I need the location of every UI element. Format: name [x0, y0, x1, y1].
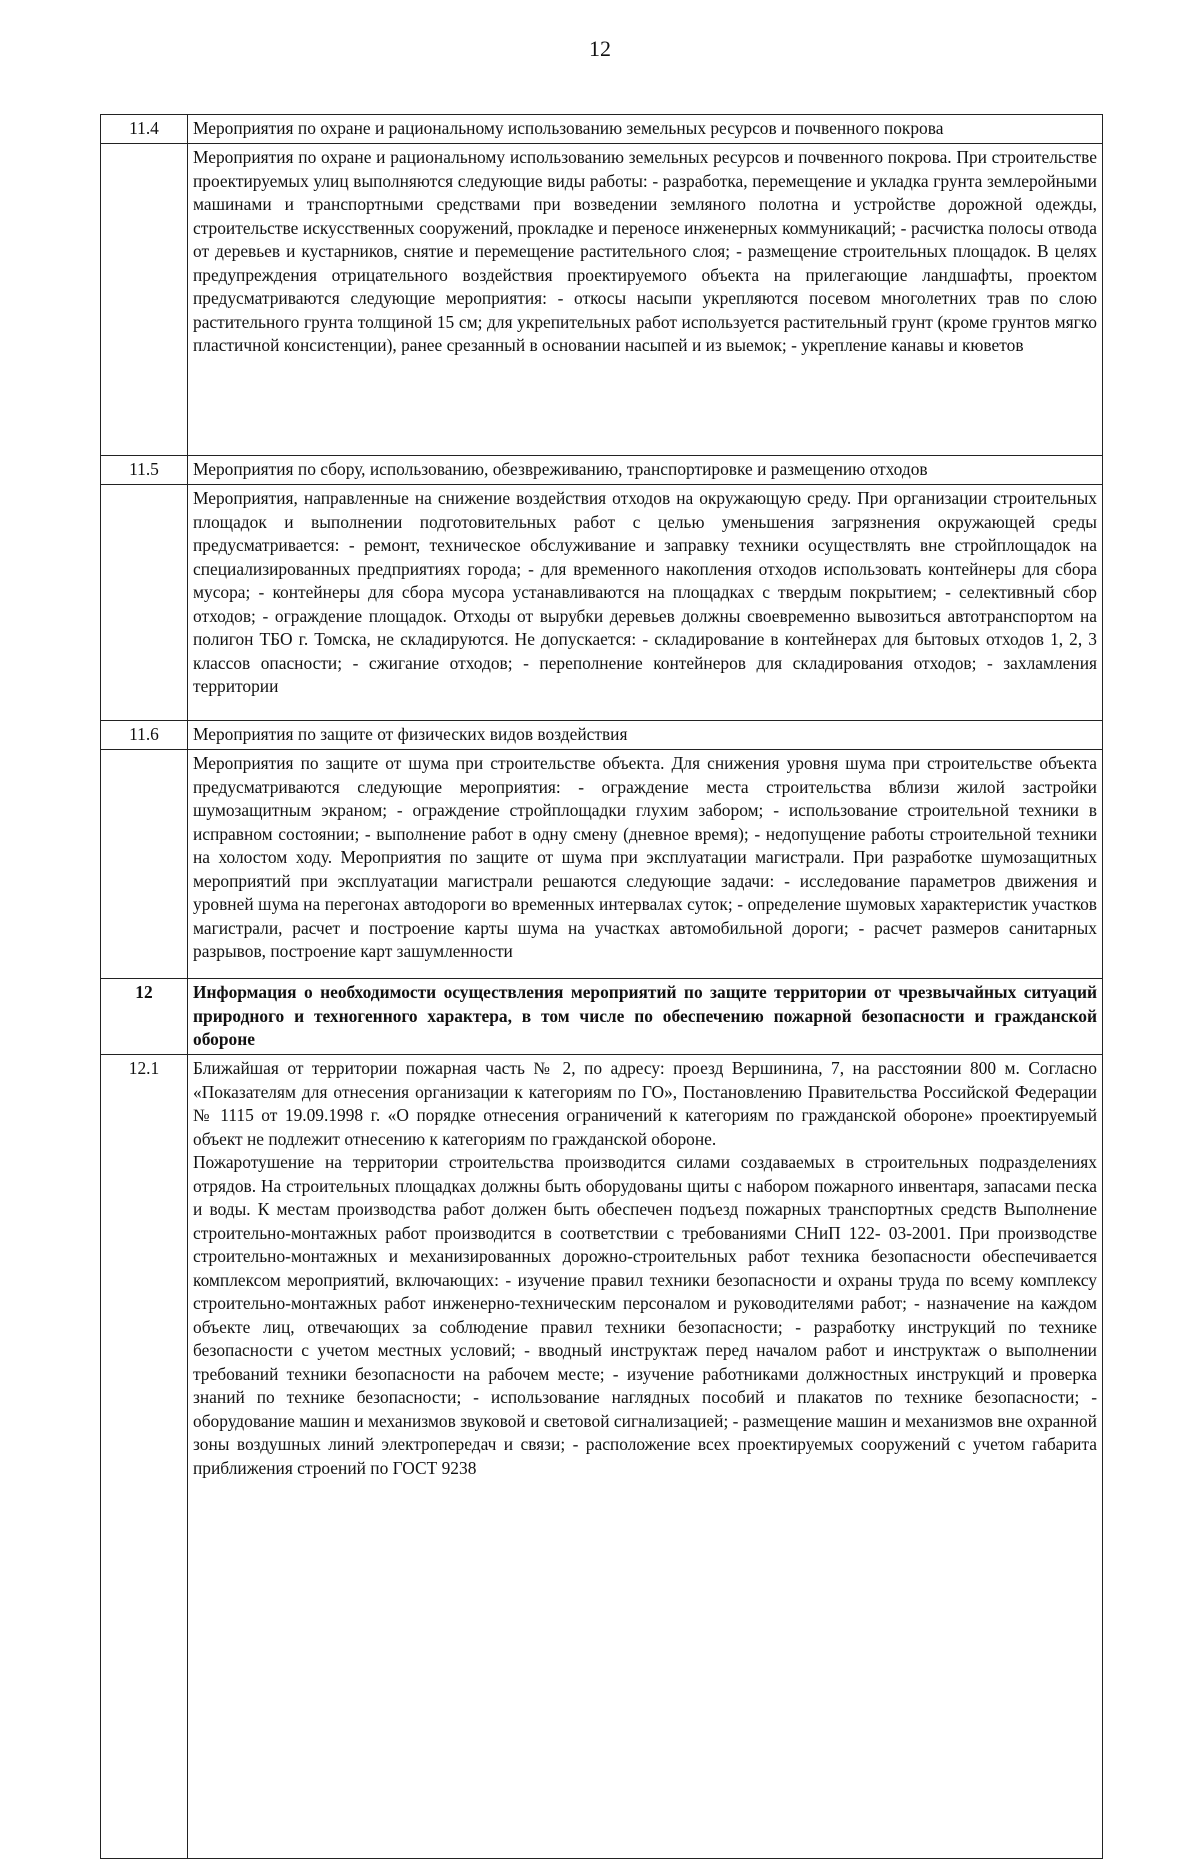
section-heading: Мероприятия по защите от физических видов воздействия: [188, 721, 1103, 750]
table-row-11-4-body: [101, 144, 1103, 456]
section-heading: Мероприятия по охране и рациональному использованию земельных ресурсов и почвенного покрова: [188, 115, 1103, 144]
section-number: 11.6: [101, 721, 188, 750]
empty-number-cell: [101, 485, 188, 721]
table-row-11-5-body: [101, 485, 1103, 721]
section-number: 11.4: [101, 115, 188, 144]
section-body: [188, 1055, 1103, 1859]
section-body: Мероприятия по охране и рациональному использованию земельных ресурсов и почвенного покрова. При строительстве проектируемых улиц выполняются следующие виды работы: - разработка, перемещение и укладка грунта землеройными машинами и транспортными средствами при возведении земляного полотна и устройстве дорожной одежды, строительстве искусственных сооружений, прокладке и переносе инженерных коммуникаций; - расчистка полосы отвода от деревьев и кустарников, снятие и перемещение растительного слоя; - размещение строительных площадок. В целях предупреждения отрицательного воздействия проектируемого объекта на прилегающие ландшафты, проектом предусматриваются следующие мероприятия: - откосы насыпи укрепляются посевом многолетних трав по слою растительного грунта толщиной 15 см; для укрепительных работ используется растительный грунт (кроме грунтов мягко пластичной консистенции), ранее срезанный в основании насыпей и из выемок; - укрепление канавы и кюветов: [188, 144, 1103, 456]
section-heading: Мероприятия по сбору, использованию, обезвреживанию, транспортировке и размещению отходов: [188, 456, 1103, 485]
section-heading: Информация о необходимости осуществления мероприятий по защите территории от чрезвычайных ситуаций природного и техногенного характера, в том числе по обеспечению пожарной безопасности и гражданской обороне: [188, 979, 1103, 1055]
empty-number-cell: [101, 144, 188, 456]
section-body: Мероприятия, направленные на снижение воздействия отходов на окружающую среду. При организации строительных площадок и выполнении подготовительных работ с целью уменьшения загрязнения окружающей среды предусматривается: - ремонт, техническое обслуживание и заправку техники осуществлять вне стройплощадок на специализированных предприятиях города; - для временного накопления отходов использовать контейнеры для сбора мусора; - контейнеры для сбора мусора устанавливаются на площадках с твердым покрытием; - селективный сбор отходов; - ограждение площадок. Отходы от вырубки деревьев должны своевременно вывозиться автотранспортом на полигон ТБО г. Томска, не складируются. Не допускается: - складирование в контейнерах для бытовых отходов 1, 2, 3 классов опасности; - сжигание отходов; - переполнение контейнеров для складирования отходов; - захламления территории: [188, 485, 1103, 721]
table-row-11-4-heading: [101, 115, 1103, 144]
paragraph-fire-station: Ближайшая от территории пожарная часть № 2, по адресу: проезд Вершинина, 7, на расстоянии 800 м. Согласно «Показателям для отнесения организации к категориям по ГО», Постановлению Правительства Российской Федерации № 1115 от 19.09.1998 г. «О порядке отнесения ограничений к категориям по гражданской обороне» проектируемый объект не подлежит отнесению к категориям по гражданской обороне.: [193, 1058, 1097, 1149]
table-row-12-1: [101, 1055, 1103, 1859]
section-body: Мероприятия по защите от шума при строительстве объекта. Для снижения уровня шума при строительстве объекта предусматриваются следующие мероприятия: - ограждение места строительства вблизи жилой застройки шумозащитным экраном; - ограждение стройплощадки глухим забором; - использование строительной техники в исправном состоянии; - выполнение работ в одну смену (дневное время); - недопущение работы строительной техники на холостом ходу. Мероприятия по защите от шума при эксплуатации магистрали. При разработке шумозащитных мероприятий при эксплуатации магистрали решаются следующие задачи: - исследование параметров движения и уровней шума на перегонах автодороги во временных интервалах суток; - определение шумовых характеристик участков магистрали, расчет и построение карты шума на участках автомобильной дороги; - расчет размеров санитарных разрывов, построение карт зашумленности: [188, 750, 1103, 979]
table-row-11-6-heading: [101, 721, 1103, 750]
table-row-11-6-body: [101, 750, 1103, 979]
table-row-12-heading: [101, 979, 1103, 1055]
page-number: 12: [589, 36, 611, 61]
table-row-11-5-heading: [101, 456, 1103, 485]
section-number: 12: [101, 979, 188, 1055]
empty-number-cell: [101, 750, 188, 979]
section-number: 11.5: [101, 456, 188, 485]
paragraph-fire-safety: Пожаротушение на территории строительства производится силами создаваемых в строительных подразделениях отрядов. На строительных площадках должны быть оборудованы щиты с набором пожарного инвентаря, запасами песка и воды. К местам производства работ должен быть обеспечен подъезд пожарных транспортных средств Выполнение строительно-монтажных работ производится в соответствии с требованиями СНиП 122- 03-2001. При производстве строительно-монтажных и механизированных дорожно-строительных работ техника безопасности обеспечивается комплексом мероприятий, включающих: - изучение правил техники безопасности и охраны труда по всему комплексу строительно-монтажных работ инженерно-техническим персоналом и руководителями работ; - назначение на каждом объекте лиц, отвечающих за соблюдение правил техники безопасности; - разработку инструкций по технике безопасности с учетом местных условий; - вводный инструктаж перед началом работ и инструктаж о выполнении требований техники безопасности на рабочем месте; - изучение работниками должностных инструкций и проверка знаний по технике безопасности; - использование наглядных пособий и плакатов по технике безопасности; - оборудование машин и механизмов звуковой и световой сигнализацией; - размещение машин и механизмов вне охранной зоны воздушных линий электропередач и связи; - расположение всех проектируемых сооружений с учетом габарита приближения строений по ГОСТ 9238: [193, 1152, 1097, 1478]
measures-table: [100, 114, 1103, 1859]
section-number: 12.1: [101, 1055, 188, 1859]
